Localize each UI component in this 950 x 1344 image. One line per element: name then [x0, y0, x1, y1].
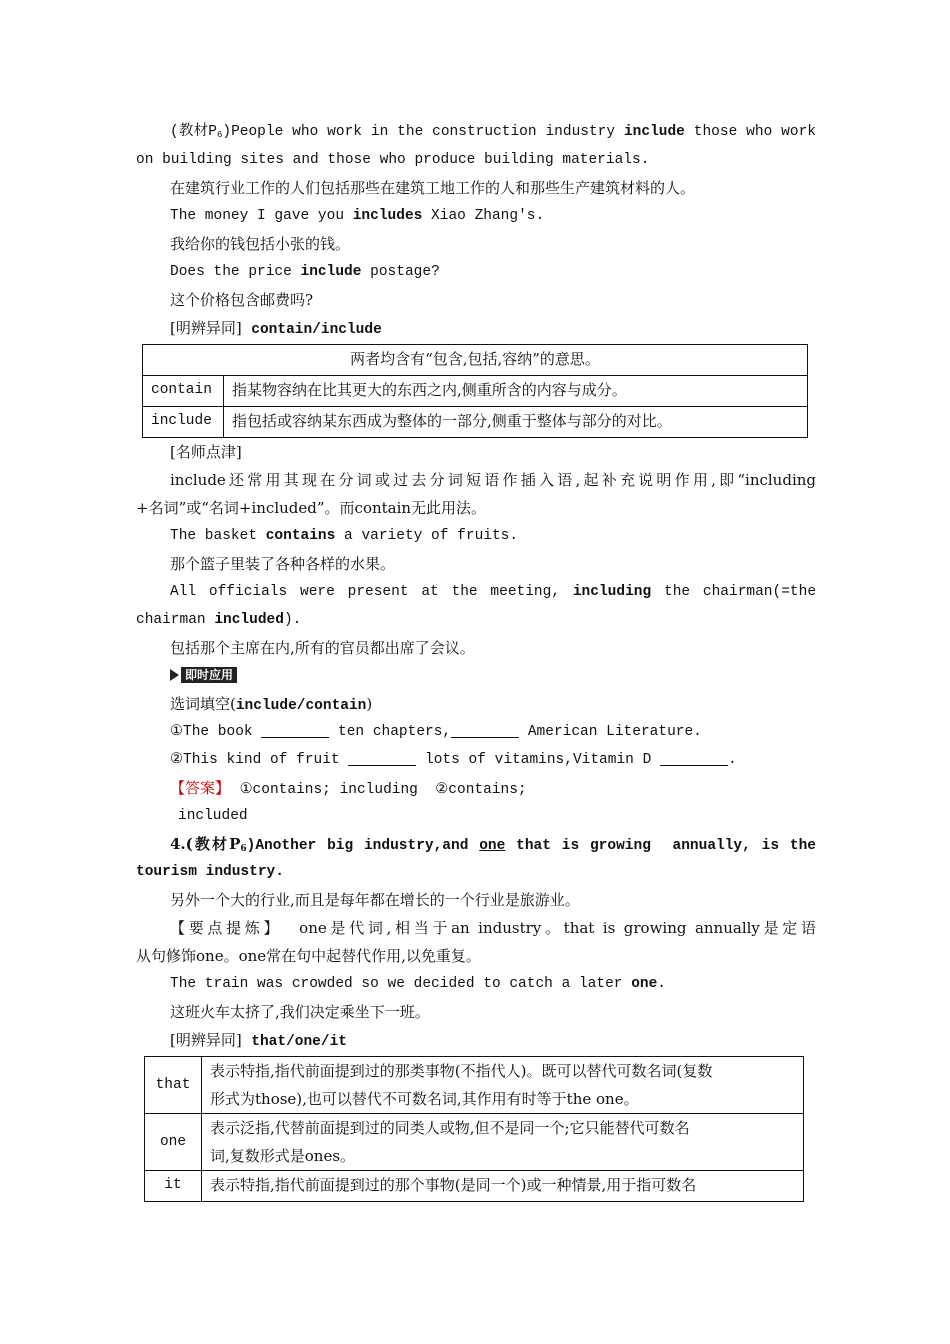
translation-3: 这个价格包含邮费吗? [170, 291, 314, 309]
compare-heading-1: [明辨异同] contain/include [170, 319, 382, 338]
compare-table-that-one-it [144, 1056, 804, 1202]
blank-1 [261, 721, 329, 738]
compare-table-header: 两者均含有“包含,包括,容纳”的意思。 [143, 345, 808, 376]
tip-translation-2: 包括那个主席在内,所有的官员都出席了会议。 [170, 639, 475, 657]
translation-1: 在建筑行业工作的人们包括那些在建筑工地工作的人和那些生产建筑材料的人。 [170, 179, 696, 197]
item-4-sentence-cont: tourism industry. [136, 864, 284, 880]
example-sentence-3: Does the price include postage? [170, 264, 440, 280]
blank-3 [348, 749, 416, 766]
practice-instruction: 选词填空(include/contain) [170, 695, 373, 714]
table-row: it 表示特指,指代前面提到过的那个事物(是同一个)或一种情景,用于指可数名 [145, 1171, 804, 1202]
blank-2 [451, 721, 519, 738]
practice-question-1: ①The book ten chapters, American Literature. [136, 718, 816, 746]
tip-translation-1: 那个篮子里装了各种各样的水果。 [170, 555, 396, 573]
practice-answer: 【答案】 ①contains; including ②contains; [170, 779, 527, 798]
tip-example-2: All officials were present at the meeting, including the chairman(=the [170, 584, 817, 600]
key-points: 【要点提炼】 one是代词,相当于an industry。that is growing annually是定语 [170, 919, 816, 937]
table-row: contain 指某物容纳在比其更大的东西之内,侧重所含的内容与成分。 [143, 376, 808, 407]
item-4-sentence: 4.(教材$P_6)Another$ big industry,and one that is growing annually, is the [170, 835, 816, 854]
blank-4 [660, 749, 728, 766]
item-4-translation: 另外一个大的行业,而且是每年都在增长的一个行业是旅游业。 [170, 891, 580, 909]
example-sentence-2: The money I gave you includes Xiao Zhang's. [170, 208, 545, 224]
document-page [136, 118, 816, 1202]
practice-answer-cont: included [178, 808, 248, 824]
practice-tag: 即时应用 [181, 667, 237, 683]
tip-example-2-cont: chairman included). [136, 612, 302, 628]
tip-text-1: include还常用其现在分词或过去分词短语作插入语,起补充说明作用,即“including [170, 471, 816, 489]
key-points-cont: 从句修饰one。one常在句中起替代作用,以免重复。 [136, 947, 481, 965]
tip-example-1: The basket contains a variety of fruits. [170, 528, 519, 544]
table-row: include 指包括或容纳某东西成为整体的一部分,侧重于整体与部分的对比。 [143, 407, 808, 438]
triangle-icon [170, 669, 179, 681]
tip-text-2: +名词”或“名词+included”。而contain无此用法。 [136, 499, 487, 517]
practice-question-2: ②This kind of fruit lots of vitamins,Vitamin D . [136, 746, 816, 774]
example-sentence-1: (教材$P_6)People$ who work in the construction industry include those who work [170, 124, 816, 140]
table-row: that 表示特指,指代前面提到过的那类事物(不指代人)。既可以替代可数名词(复数 形式为those),也可以替代不可数名词,其作用有时等于the one。 [145, 1057, 804, 1114]
item-4-example: The train was crowded so we decided to catch a later one. [170, 976, 666, 992]
compare-heading-2: [明辨异同] that/one/it [170, 1031, 347, 1050]
translation-2: 我给你的钱包括小张的钱。 [170, 235, 351, 253]
answer-label: 【答案】 [170, 779, 231, 797]
practice-heading [136, 662, 816, 690]
table-row: one 表示泛指,代替前面提到过的同类人或物,但不是同一个;它只能替代可数名 词,复数形式是ones。 [145, 1114, 804, 1171]
tip-heading: [名师点津] [170, 443, 242, 461]
item-4-example-translation: 这班火车太挤了,我们决定乘坐下一班。 [170, 1003, 430, 1021]
compare-table-contain-include [142, 344, 808, 438]
example-sentence-1-cont: on building sites and those who produce building materials. [136, 152, 650, 168]
